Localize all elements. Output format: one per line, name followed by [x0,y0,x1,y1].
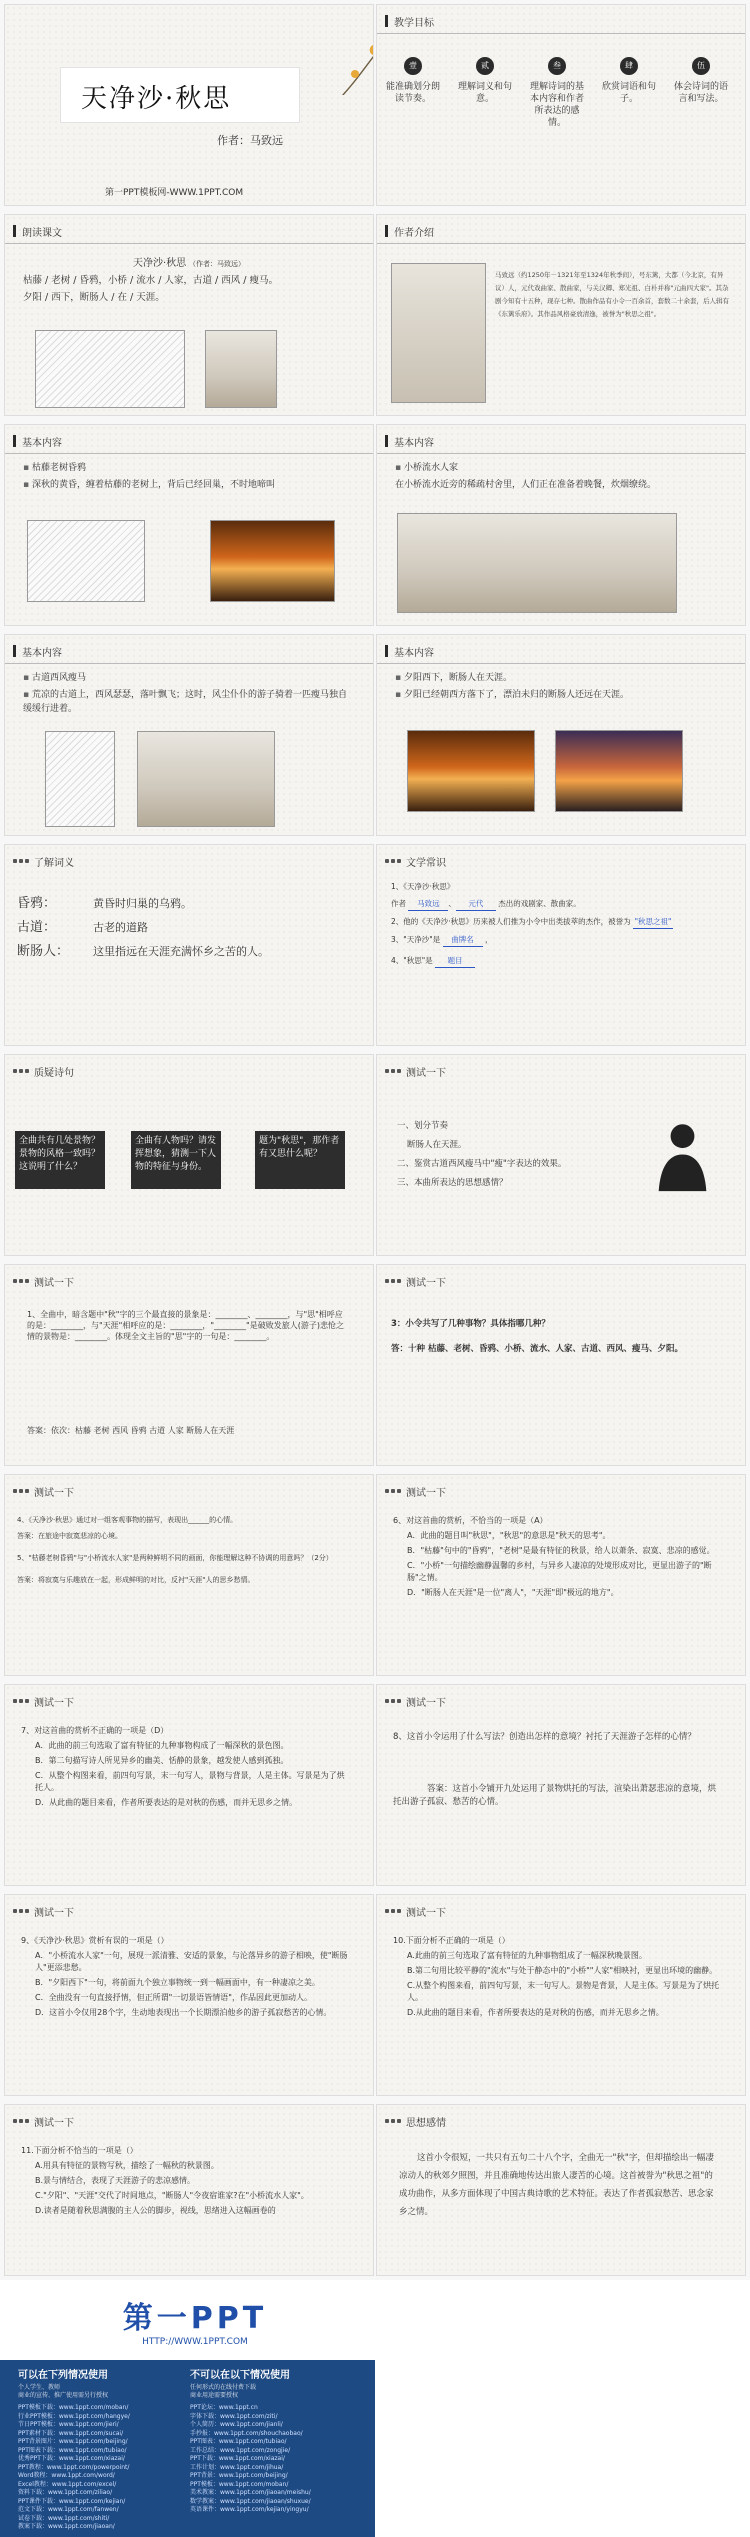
slide-header [13,1483,74,1499]
objective-item: 叁 理解诗词的基本内容和作者所表达的感情。 [527,57,587,129]
slide-header [385,433,434,449]
slide-header [13,223,62,239]
answer-text: 答：十种 枯藤、老树、昏鸦、小桥、流水、人家、古道、西风、瘦马、夕阳。 [391,1344,683,1354]
footer-logo [0,2280,750,2360]
slide-title-text: 测试一下 [406,1487,446,1499]
slide-header [385,1273,446,1289]
traveler-sunset-image [555,730,683,812]
title-card [60,67,300,147]
link-list[interactable] [18,2404,198,2532]
slide-test-1[interactable]: 测试一下 一、划分节奏 断肠人在天涯。 二、鉴赏古道西风瘦马中"瘦"字表达的效果。 三、本曲所表达的思想感情？ [376,1054,746,1256]
footer-link[interactable]: 工作总结：www.1ppt.com/zongjie/ [190,2446,291,2454]
slide-header [385,223,434,239]
slide-header [385,853,446,869]
seal-icon: 叁 [548,57,566,75]
footer-link[interactable]: PPT课件下载：www.1ppt.com/kejian/ [18,2497,126,2505]
slide-header [13,1273,74,1289]
slide-emotion[interactable] [376,2104,746,2276]
lean-horse-image [137,731,275,827]
footer-link[interactable]: 美术教案：www.1ppt.com/jiaoan/meishu/ [190,2489,311,2496]
slide-title-text: 质疑诗句 [34,1067,74,1079]
slide-title-text: 作者介绍 [394,227,434,239]
footer-link[interactable]: PPT下载：www.1ppt.com/xiazai/ [190,2455,285,2462]
objective-item: 壹 能准确划分朗读节奏。 [383,57,443,105]
slide-title-text: 测试一下 [34,1487,74,1499]
rider-painting-image [205,330,277,408]
vocab-row: 古道： 古老的道路 [17,920,148,935]
logo-url[interactable]: HTTP://WWW.1PPT.COM [142,2337,248,2347]
footer-link[interactable]: Word教程：www.1ppt.com/word/ [18,2472,115,2479]
slide-title-text: 思想感情 [406,2117,446,2129]
slide-reading[interactable] [4,214,374,416]
seal-icon: 壹 [404,57,422,75]
question-text: 8、这首小令运用了什么写法？创造出怎样的意境？衬托了天涯游子怎样的心情？ [393,1732,696,1742]
slide-header [385,643,434,659]
slide-title-text: 朗读课文 [22,227,62,239]
slide-questions[interactable] [4,1054,374,1256]
footer-link[interactable]: PPT论坛：www.1ppt.cn [190,2404,258,2411]
slide-title-text: 基本内容 [394,437,434,449]
disallowed-title: 不可以在以下情况使用 [190,2370,290,2381]
seal-icon: 伍 [692,57,710,75]
slide-title-text: 测试一下 [34,1907,74,1919]
slide-title-text: 测试一下 [34,2117,74,2129]
branch-decoration [295,5,374,95]
slide-header [13,2113,74,2129]
site-label: 第一PPT模板网-WWW.1PPT.COM [105,188,244,198]
question-card: 题为"秋思"，那作者有又思什么呢？ [255,1131,345,1189]
question-text: 1、全曲中，暗含题中"秋"字的三个最直接的景象是：________、________，与"思"相呼应的是：________，与"天涯"相呼应的是：________，"________"是破败发旅人(游子)悲怆之情的景物是：________。体现全文主旨的"思"字的一句是：________。 [27,1310,344,1341]
footer-link[interactable]: 个人简历：www.1ppt.com/jianli/ [190,2421,283,2428]
slide-header [385,13,434,29]
author-label: 作者：马致远 [217,134,283,147]
footer-link[interactable]: Excel教程：www.1ppt.com/excel/ [18,2480,117,2488]
author-portrait-image [391,263,486,403]
footer-link[interactable]: 资料下载：www.1ppt.com/ziliao/ [18,2489,113,2496]
objective-item: 伍 体会诗词的语言和写法。 [671,57,731,105]
slide-header [385,2113,446,2129]
slide-title-text: 基本内容 [22,437,62,449]
slide-title-text: 教学目标 [394,17,434,29]
footer-link[interactable]: PPT素材下载：www.1ppt.com/sucai/ [18,2429,124,2437]
slide-header [13,643,62,659]
slide-title-text: 测试一下 [406,1067,446,1079]
slide-header [13,1693,74,1709]
slide-content-4[interactable]: 基本内容 ▪ 夕阳西下，断肠人在天涯。 ▪ 夕阳已经朝西方落下了，漂泊未归的断肠人还远在天涯。 [376,634,746,836]
footer-link[interactable]: 节日PPT模板：www.1ppt.com/jieri/ [18,2421,119,2428]
footer-link[interactable]: 试卷下载：www.1ppt.com/shiti/ [18,2514,110,2522]
slide-content-2[interactable]: 基本内容 ▪ 小桥流水人家 在小桥流水近旁的稀疏村舍里，人们正在准备着晚餐，炊烟缭绕。 [376,424,746,626]
poem-title: 天净沙·秋思 [132,258,187,269]
question-card: 全曲有人物吗？请发挥想象，猜测一下人物的特征与身份。 [131,1131,221,1189]
footer-link[interactable]: 手抄报：www.1ppt.com/shouchaobao/ [190,2429,303,2437]
footer-link[interactable]: 英语课件：www.1ppt.com/kejian/yingyu/ [190,2506,309,2513]
slide-title[interactable] [4,4,374,206]
logo-text: 第一PPT [122,2301,268,2336]
sunset-image [407,730,535,812]
footer-link[interactable]: 工作计划：www.1ppt.com/jihua/ [190,2463,284,2471]
vocab-row: 断肠人： 这里指远在天涯充满怀乡之苦的人。 [17,944,269,959]
slide-title-text: 测试一下 [406,1277,446,1289]
footer [0,2280,750,2537]
footer-link[interactable]: PPT背景：www.1ppt.com/beijing/ [190,2472,288,2479]
footer-link[interactable]: PPT教程：www.1ppt.com/powerpoint/ [18,2463,130,2471]
slide-objectives[interactable] [376,4,746,206]
question-text: 3：小令共写了几种事物？具体指哪几种？ [391,1319,550,1329]
slide-title-text: 测试一下 [406,1697,446,1709]
author-bio: 马致远（约1250年－1321年至1324年秋季间），号东篱，大都（今北京，有异议）人，元代戏曲家、散曲家，与关汉卿、郑光祖、白朴并称"元曲四大家"。其杂剧今知有十五种，现存七种。散曲作品有小令一百余首，套数二十余套，后人辑有《东篱乐府》。其作品风格豪放清逸，被誉为"秋思之祖"。 [495,271,729,318]
slide-author[interactable] [376,214,746,416]
footer-link[interactable]: 字体下载：www.1ppt.com/ziti/ [190,2412,278,2420]
answer-text: 答案：这首小令铺开九处运用了景物烘托的写法，渲染出萧瑟悲凉的意境，烘托出游子孤寂、愁苦的心情。 [393,1784,717,1807]
footer-link[interactable]: 范文下载：www.1ppt.com/fanwen/ [18,2506,119,2513]
seal-icon: 肆 [620,57,638,75]
answer-text: 答案：依次：枯藤 老树 西风 昏鸦 古道 人家 断肠人在天涯 [27,1426,235,1435]
footer-link[interactable]: PPT背景图片：www.1ppt.com/beijing/ [18,2438,128,2445]
seal-icon: 贰 [476,57,494,75]
slide-header [385,1903,446,1919]
poem-author: （作者：马致远） [189,260,246,268]
slide-header [13,853,74,869]
slide-test-6[interactable]: 测试一下 7、对这首曲的赏析不正确的一项是（D） A．此曲的前三句选取了富有特征的九种事物构成了一幅深秋的景色图。 B．第二句描写诗人所见异乡的幽美、恬静的景象，越发使人感到孤独。 C．从整个构图来看，前四句写景，末一句写人，景物与背景，人是主体。写景是为了烘托人。 D．从此曲的题目来看，作者所要表达的是对秋的伤感，而并无思乡之情。 [4,1684,374,1886]
old-tree-image [27,520,145,602]
footer-link[interactable]: 数学教案：www.1ppt.com/jiaoan/shuxue/ [190,2497,311,2505]
crow-sunset-image [210,520,335,602]
slide-title-text: 文学常识 [406,857,446,869]
slide-header [385,1063,446,1079]
link-list[interactable] [190,2404,370,2515]
slide-title-text: 了解词义 [34,857,74,869]
slide-test-3[interactable] [376,1264,746,1466]
slide-title-text: 测试一下 [34,1697,74,1709]
slide-header [385,1693,446,1709]
question-card: 全曲共有几处景物？景物的风格一致吗？这说明了什么？ [15,1131,105,1189]
slide-test-5[interactable]: 测试一下 6、对这首曲的赏析，不恰当的一项是（A） A．此曲的题目叫"秋思"，"秋思"的意思是"秋天的思考"。 B．"枯藤"句中的"昏鸦"，"老树"是最有特征的秋景，给人以萧条、寂寞、悲凉的感觉。 C．"小桥"一句描绘幽静温馨的乡村，与异乡人凄凉的处境形成对比，更显出游子的"断肠"之情。 D．"断肠人在天涯"是一位"离人"，"天涯"即"极远的地方"。 [376,1474,746,1676]
footer-link[interactable]: 教案下载：www.1ppt.com/jiaoan/ [18,2523,115,2530]
slide-title-text: 测试一下 [34,1277,74,1289]
slide-test-7[interactable] [376,1684,746,1886]
poem-line: 夕阳 / 西下，断肠人 / 在 / 天涯。 [23,292,165,303]
slide-literary[interactable]: 文学常识 1、《天净沙·秋思》 作者 马致远 、 元代 杰出的戏剧家、散曲家。 2、他的《天净沙·秋思》历来被人们推为小令中出类拔萃的杰作，被誉为 "秋思之祖" 3、"天净沙"是 曲牌名 ， 4、"秋思"是 题目 [376,844,746,1046]
slide-header [385,1483,446,1499]
footer-link[interactable]: PPT模板下载：www.1ppt.com/moban/ [18,2404,129,2411]
slide-test-8[interactable]: 测试一下 9、《天净沙·秋思》赏析有误的一项是（） A．"小桥流水人家"一句，展现一派清雅、安适的景象，与沦落异乡的游子相映，使"断肠人"更添悲愁。 B．"夕阳西下"一句，将前面九个独立事物统一到一幅画面中，有一种凄凉之美。 C．全曲没有一句直接抒情，但正所谓"一切景语皆情语"，作品因此更加动人。 D．这首小令仅用28个字，生动地表现出一个长期漂泊他乡的游子孤寂愁苦的心情。 [4,1894,374,2096]
emotion-text: 这首小令很短，一共只有五句二十八个字，全曲无一"秋"字，但却描绘出一幅凄凉动人的秋郊夕照图，并且准确地传达出旅人凄苦的心境。这首被誉为"秋思之祖"的成功曲作，从多方面体现了中国古典诗歌的艺术特征。表达了作者孤寂愁苦、思念家乡之情。 [399,2153,714,2217]
slide-title-text: 测试一下 [406,1907,446,1919]
slide-title-text: 基本内容 [394,647,434,659]
slide-header [13,433,62,449]
footer-link[interactable]: PPT图表下载：www.1ppt.com/tubiao/ [18,2446,127,2454]
objective-item: 肆 欣赏词语和句子。 [599,57,659,105]
allowed-title: 可以在下列情况使用 [18,2370,108,2381]
slide-content-1[interactable]: 基本内容 ▪ 枯藤老树昏鸦 ▪ 深秋的黄昏，缠着枯藤的老树上，背后已经回巢，不时地啼叫 [4,424,374,626]
page-title: 天净沙·秋思 [81,84,232,114]
vocab-row: 昏鸦： 黄昏时归巢的乌鸦。 [17,896,192,911]
slide-vocab[interactable] [4,844,374,1046]
bridge-village-image [397,513,677,613]
footer-link[interactable]: 优秀PPT下载：www.1ppt.com/xiazai/ [18,2455,125,2462]
slide-test-2[interactable] [4,1264,374,1466]
slide-title-text: 基本内容 [22,647,62,659]
slide-test-9[interactable]: 测试一下 10.下面分析不正确的一项是（） A.此曲的前三句选取了富有特征的九种事物组成了一幅深秋晚景图。 B.第二句用比较平静的"流水"与处于静态中的"小桥""人家"相映衬，更显出环境的幽静。 C.从整个构图来看，前四句写景，末一句写人。景物是背景，人是主体。写景是为了烘托人。 D.从此曲的题目来看，作者所要表达的是对秋的伤感，而并无思乡之情。 [376,1894,746,2096]
footer-link[interactable]: 行业PPT模板：www.1ppt.com/hangye/ [18,2412,130,2420]
poem-line: 枯藤 / 老树 / 昏鸦，小桥 / 流水 / 人家，古道 / 西风 / 瘦马。 [23,275,278,286]
person-silhouette-icon [655,1117,710,1192]
license-panel: 可以在下列情况使用 个人学生、教师 商业的宣传、推广使用需另行授权 PPT模板下载：www.1ppt.com/moban/ 行业PPT模板：www.1ppt.com/hangye/ 节日PPT模板：www.1ppt.com/jieri/ PPT素材下载：www.1ppt.com/sucai/ PPT背景图片：www.1ppt.com/beijing/ PPT图表下载：www.1ppt.com/tubiao/ 优秀PPT下载：www.1ppt.com/xiazai/ PPT教程：www.1ppt.com/powerpoint/ Word教程：www.1ppt.com/word/ Excel教程：www.1ppt.com/excel/ 资料下载：www.1ppt.com/ziliao/ PPT课件下载：www.1ppt.com/kejian/ 范文下载：www.1ppt.com/fanwen/ 试卷下载：www.1ppt.com/shiti/ 教案下载：www.1ppt.com/jiaoan/ 不可以在以下情况使用 任何形式的在线付费下载 商业用途需要授权 PPT论坛：www.1ppt.cn 字体下载：www.1ppt.com/ziti/ 个人简历：www.1ppt.com/jianli/ 手抄报：www.1ppt.com/shouchaobao/ PPT图表：www.1ppt.com/tubiao/ 工作总结：www.1ppt.com/zongjie/ PPT下载：www.1ppt.com/xiazai/ 工作计划：www.1ppt.com/jihua/ PPT背景：www.1ppt.com/beijing/ PPT模板：www.1ppt.com/moban/ 美术教案：www.1ppt.com/jiaoan/meishu/ 数学教案：www.1ppt.com/jiaoan/shuxue/ 英语课件：www.1ppt.com/kejian/yingyu/ [0,2360,375,2537]
ink-painting-image [35,330,185,408]
footer-link[interactable]: PPT模板：www.1ppt.com/moban/ [190,2480,289,2488]
slide-header [13,1063,74,1079]
slide-test-10[interactable]: 测试一下 11.下面分析不恰当的一项是（） A.用具有特征的景物写秋，描绘了一幅秋的秋景图。 B.景与情结合，表现了天涯游子的悲凉感情。 C."夕阳"、"天涯"交代了时间地点，"断肠人"令夜宿谁家?在"小桥流水人家"。 D.读者是随着秋思满腹的主人公的脚步，视线，思绪进入这幅画卷的 [4,2104,374,2276]
slide-content-3[interactable]: 基本内容 ▪ 古道西风瘦马 ▪ 荒凉的古道上，西风瑟瑟，落叶飘飞；这时，风尘仆仆的游子骑着一匹瘦马独自缓缓行进着。 [4,634,374,836]
slide-test-4[interactable]: 测试一下 4、《天净沙·秋思》通过对一组客观事物的描写，表现出______的心情。 答案：在旅途中寂寞悲凉的心境。 5、"枯藤老树昏鸦"与"小桥流水人家"是两种鲜明不同的画面，你能理解这种不协调的用意吗？（2分） 答案：将寂寞与乐趣放在一起，形成鲜明的对比，反衬"天涯"人的思乡愁情。 [4,1474,374,1676]
ancient-road-image [45,731,115,827]
slide-header [13,1903,74,1919]
objective-item: 贰 理解词义和句意。 [455,57,515,105]
footer-link[interactable]: PPT图表：www.1ppt.com/tubiao/ [190,2438,287,2445]
